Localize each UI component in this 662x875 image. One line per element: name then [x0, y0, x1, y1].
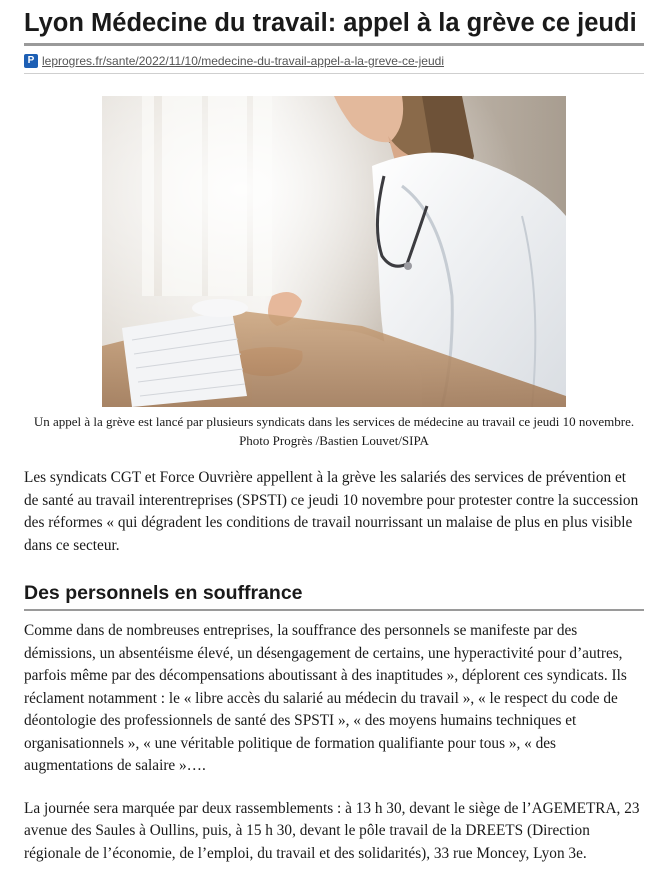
section-heading: Des personnels en souffrance: [24, 581, 644, 611]
article-figure: [24, 96, 644, 450]
source-url[interactable]: leprogres.fr/sante/2022/11/10/medecine-du-travail-appel-a-la-greve-ce-jeudi: [42, 54, 444, 68]
body-paragraph: La journée sera marquée par deux rassemblements : à 13 h 30, devant le siège de l’AGEMETRA, 23 avenue des Saules à Oullins, puis, à 15 h 30, devant le pôle travail de la DREETS (Direction régionale de l’économie, de l’emploi, du travail et des solidarités), 33 rue Moncey, Lyon 3e.: [24, 799, 640, 862]
source-divider: [24, 73, 644, 74]
source-link[interactable]: [24, 50, 644, 72]
publication-favicon-icon: P: [24, 54, 38, 68]
article-title: Lyon Médecine du travail: appel à la grève ce jeudi: [24, 8, 644, 46]
intro-paragraph: Les syndicats CGT et Force Ouvrière appellent à la grève les salariés des services de prévention et de santé au travail interentreprises (SPSTI) ce jeudi 10 novembre pour protester contre la succession des réformes « qui dégradent les conditions de travail nourrissant un malaise de plus en plus visible dans ce secteur.: [24, 469, 639, 554]
photo-caption: Un appel à la grève est lancé par plusieurs syndicats dans les services de médecine au travail ce jeudi 10 novembre. Photo Progrès /Bastien Louvet/SIPA: [33, 414, 635, 448]
body-paragraph: Comme dans de nombreuses entreprises, la souffrance des personnels se manifeste par des démissions, un absentéisme élevé, un désengagement de certains, une hyperactivité pour d’autres, parfois même par des décompensations aboutissant à des inaptitudes », déplorent ces syndicats. Ils réclament notamment : le « libre accès du salarié au médecin du travail », « le respect du code de déontologie des professionnels de santé des SPSTI », « des moyens humains techniques et organisationnels », « une véritable politique de formation qualifiante pour tous », « des augmentations de salaire »….: [24, 622, 627, 774]
article-photo: [102, 96, 566, 407]
article: [24, 0, 644, 865]
